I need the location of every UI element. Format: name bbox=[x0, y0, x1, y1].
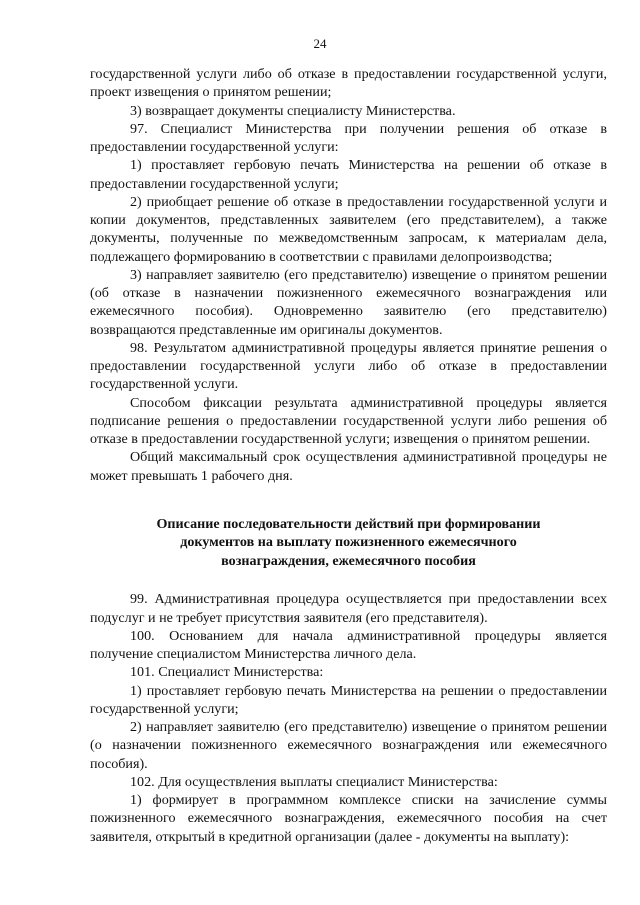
paragraph-99: 99. Административная процедура осуществляется при предоставлении всех подуслуг и не требует присутствия заявителя (его представителя). bbox=[90, 591, 607, 626]
paragraph-101-item-1: 1) проставляет гербовую печать Министерства на решении о предоставлении государственной услуги; bbox=[90, 682, 607, 717]
section-heading bbox=[90, 515, 607, 571]
paragraph-98-fixation: Способом фиксации результата административной процедуры является подписание решения о предоставлении государственной услуги либо решения об отказе в предоставлении государственной услуги; извещения о принятом решении. bbox=[90, 394, 607, 447]
paragraph-98: 98. Результатом административной процедуры является принятие решения о предоставлении государственной услуги либо об отказе в предоставлении государственной услуги. bbox=[90, 339, 607, 393]
paragraph-101-item-2: 2) направляет заявителю (его представителю) извещение о принятом решении (о назначении пожизненного ежемесячного вознаграждения или ежемесячного пособия). bbox=[90, 719, 607, 772]
paragraph-continuation: государственной услуги либо об отказе в предоставлении государственной услуги, проект извещения о принятом решении; bbox=[90, 66, 607, 101]
paragraph-97: 97. Специалист Министерства при получении решения об отказе в предоставлении государственной услуги: bbox=[90, 120, 607, 155]
page-number: 24 bbox=[313, 36, 327, 51]
paragraph-102: 102. Для осуществления выплаты специалист Министерства: bbox=[130, 773, 498, 790]
paragraph-100: 100. Основанием для начала административной процедуры является получение специалистом Министерства личного дела. bbox=[90, 627, 607, 662]
paragraph-97-item-1: 1) проставляет гербовую печать Министерства на решении об отказе в предоставлении государственной услуги; bbox=[90, 157, 607, 192]
page-body bbox=[90, 65, 607, 846]
section-heading-line: вознаграждения, ежемесячного пособия bbox=[221, 552, 476, 569]
paragraph-97-item-2: 2) приобщает решение об отказе в предоставлении государственной услуги и копии документов, представленных заявителем (его представителем), а также документы, полученные по межведомственным запросам, к материалам дела, подлежащего формированию в соответствии с правилами делопроизводства; bbox=[90, 193, 607, 265]
paragraph-97-item-3: 3) направляет заявителю (его представителю) извещение о принятом решении (об отказе в назначении пожизненного ежемесячного вознаграждения или ежемесячного пособия). Одновременно заявителю (его представителю) возвращаются представленные им оригиналы документов. bbox=[90, 266, 607, 338]
section-heading-line: документов на выплату пожизненного ежемесячного bbox=[180, 534, 517, 551]
paragraph-101: 101. Специалист Министерства: bbox=[130, 664, 324, 681]
section-heading-line: Описание последовательности действий при формировании bbox=[156, 515, 541, 532]
paragraph-102-item-1: 1) формирует в программном комплексе списки на зачисление суммы пожизненного ежемесячного вознаграждения, ежемесячного пособия на счет заявителя, открытый в кредитной организации (далее - документы на выплату): bbox=[90, 792, 607, 845]
paragraph-item-return-documents: 3) возвращает документы специалисту Министерства. bbox=[130, 102, 456, 119]
paragraph-98-deadline: Общий максимальный срок осуществления административной процедуры не может превышать 1 рабочего дня. bbox=[90, 449, 607, 484]
